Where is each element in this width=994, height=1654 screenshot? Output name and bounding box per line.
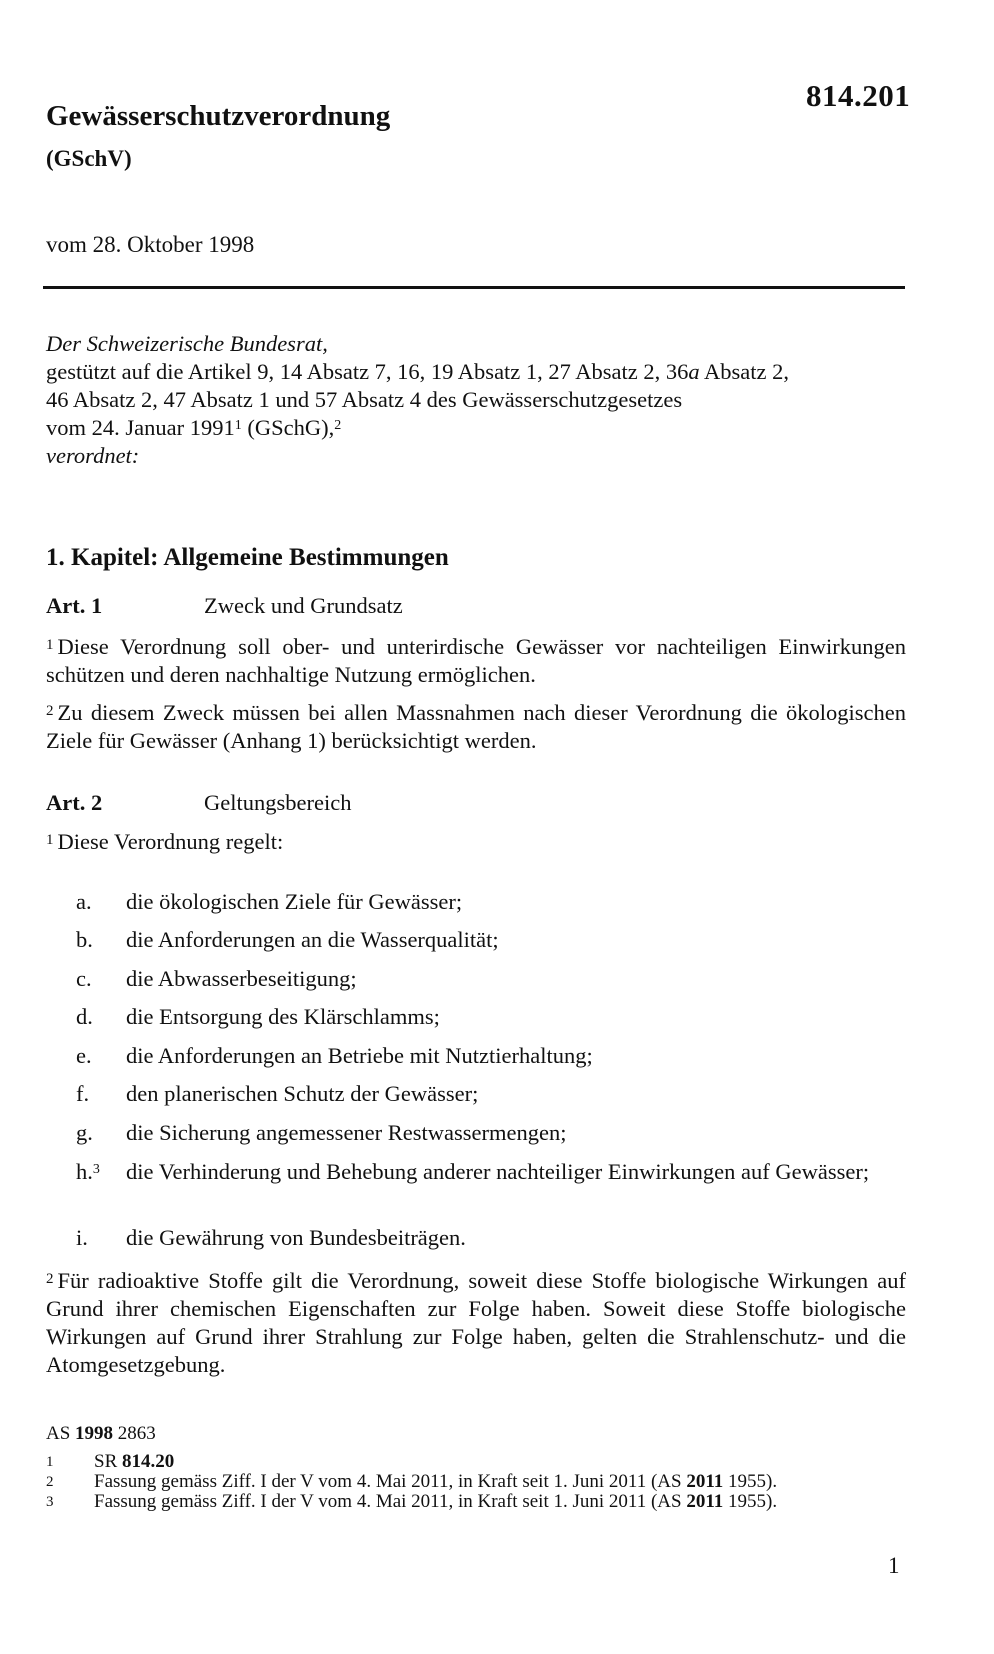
item-text: die Sicherung angemessener Restwassermengen; (126, 1120, 567, 1145)
article-2-paragraph-2 (46, 1265, 906, 1379)
footnote-1 (46, 1452, 174, 1472)
item-text: die Entsorgung des Klärschlamms; (126, 1004, 440, 1029)
item-text: die Anforderungen an die Wasserqualität; (126, 927, 499, 952)
article-2-title: Geltungsbereich (204, 790, 352, 815)
article-1-heading (46, 593, 403, 619)
item-text: die ökologischen Ziele für Gewässer; (126, 889, 463, 914)
article-2-heading (46, 790, 351, 816)
item-letter: f. (76, 1081, 90, 1106)
document-date: vom 28. Oktober 1998 (46, 232, 255, 257)
footnote-number: 2 (46, 1474, 54, 1490)
article-2-number: Art. 2 (46, 790, 103, 815)
item-text: die Verhinderung und Behebung anderer nachteiliger Einwirkungen auf Gewässer; (126, 1159, 870, 1184)
footnote-ref-1[interactable]: 1 (234, 418, 242, 433)
preamble-basis-italic: a (688, 359, 700, 384)
preamble (46, 330, 906, 470)
list-item (76, 1119, 906, 1147)
item-text: den planerischen Schutz der Gewässer; (126, 1081, 479, 1106)
item-text: die Gewährung von Bundesbeiträgen. (126, 1225, 466, 1250)
footnote-text (94, 1452, 174, 1472)
chapter-title: 1. Kapitel: Allgemeine Bestimmungen (46, 544, 449, 571)
footnote-number: 1 (46, 1454, 54, 1470)
footnote-bold: 2011 (686, 1491, 724, 1512)
list-item (76, 1224, 906, 1252)
preamble-basis-abbr: (GSchG), (241, 415, 335, 440)
list-item (76, 965, 906, 993)
footnote-text-b: 1955). (723, 1491, 778, 1512)
footnote-number: 3 (46, 1494, 54, 1510)
preamble-basis-line1 (46, 358, 906, 386)
footnote-text (94, 1472, 777, 1492)
preamble-basis-end: Absatz 2, (699, 359, 790, 384)
list-item (76, 888, 906, 916)
item-letter: i. (76, 1225, 88, 1250)
list-item (76, 1080, 906, 1108)
footnote-text-a: Fassung gemäss Ziff. I der V vom 4. Mai 2011, in Kraft seit 1. Juni 2011 (AS (94, 1471, 687, 1492)
item-letter: c. (76, 966, 92, 991)
item-letter (76, 1158, 126, 1186)
list-item (76, 926, 906, 954)
paragraph-number: 2 (46, 1271, 54, 1287)
header-divider (43, 286, 905, 289)
item-letter: b. (76, 927, 93, 952)
sr-number: 814.201 (806, 78, 911, 113)
list-item (76, 1003, 906, 1031)
item-letter-text: h. (76, 1159, 93, 1184)
as-year: 1998 (75, 1423, 114, 1444)
item-letter: e. (76, 1043, 92, 1068)
footnote-text (94, 1492, 777, 1512)
article-1-title: Zweck und Grundsatz (204, 593, 403, 618)
preamble-authority: Der Schweizerische Bundesrat, (46, 331, 328, 356)
footnote-ref-2[interactable]: 2 (334, 418, 342, 433)
preamble-basis-text: gestützt auf die Artikel 9, 14 Absatz 7, 16, 19 Absatz 1, 27 Absatz 2, 36 (46, 359, 689, 384)
as-page: 2863 (113, 1423, 156, 1444)
preamble-basis-line2: 46 Absatz 2, 47 Absatz 1 und 57 Absatz 4 des Gewässerschutzgesetzes (46, 387, 683, 412)
footnote-text-a: SR (94, 1451, 122, 1472)
footnote-bold: 2011 (686, 1471, 724, 1492)
paragraph-number: 2 (46, 703, 54, 719)
paragraph-number: 1 (46, 637, 54, 653)
article-2-paragraph-1 (46, 826, 906, 856)
article-1-paragraph-2 (46, 697, 906, 755)
document-title: Gewässerschutzverordnung (46, 100, 391, 132)
item-text: die Abwasserbeseitigung; (126, 966, 357, 991)
list-item (76, 1042, 906, 1070)
article-1-number: Art. 1 (46, 593, 103, 618)
as-prefix: AS (46, 1423, 76, 1444)
paragraph-text: Diese Verordnung regelt: (57, 829, 284, 854)
footnote-text-b: 1955). (723, 1471, 778, 1492)
paragraph-text: Diese Verordnung soll ober- und unterirdische Gewässer vor nachteiligen Einwirkungen schützen und deren nachhaltige Nutzung ermöglichen. (46, 634, 906, 687)
item-letter: g. (76, 1120, 93, 1145)
page-number: 1 (888, 1553, 900, 1578)
paragraph-number: 1 (46, 832, 54, 848)
footnote-ref-3[interactable]: 3 (92, 1162, 100, 1177)
official-collection-reference (46, 1423, 156, 1445)
item-text: die Anforderungen an Betriebe mit Nutztierhaltung; (126, 1043, 593, 1068)
footnote-3 (46, 1492, 777, 1512)
preamble-basis-date: vom 24. Januar 1991 (46, 415, 235, 440)
list-item (76, 1158, 906, 1186)
paragraph-text: Zu diesem Zweck müssen bei allen Massnahmen nach dieser Verordnung die ökologischen Ziele für Gewässer (Anhang 1) berücksichtigt werden. (46, 700, 906, 753)
document-abbreviation: (GSchV) (46, 146, 132, 171)
footnote-text-a: Fassung gemäss Ziff. I der V vom 4. Mai 2011, in Kraft seit 1. Juni 2011 (AS (94, 1491, 687, 1512)
preamble-basis-line3 (46, 414, 906, 442)
preamble-decrees: verordnet: (46, 443, 140, 468)
paragraph-text: Für radioaktive Stoffe gilt die Verordnung, soweit diese Stoffe biologische Wirkungen auf Grund ihrer chemischen Eigenschaften zur Folge haben. Soweit diese Stoffe biologische Wirkungen auf Grund ihrer Strahlung zur Folge haben, gelten die Strahlenschutz- und die Atomgesetzgebung. (46, 1268, 906, 1377)
footnote-2 (46, 1472, 777, 1492)
article-1-paragraph-1 (46, 631, 906, 689)
footnote-bold: 814.20 (122, 1451, 175, 1472)
item-letter: d. (76, 1004, 93, 1029)
item-letter: a. (76, 889, 92, 914)
